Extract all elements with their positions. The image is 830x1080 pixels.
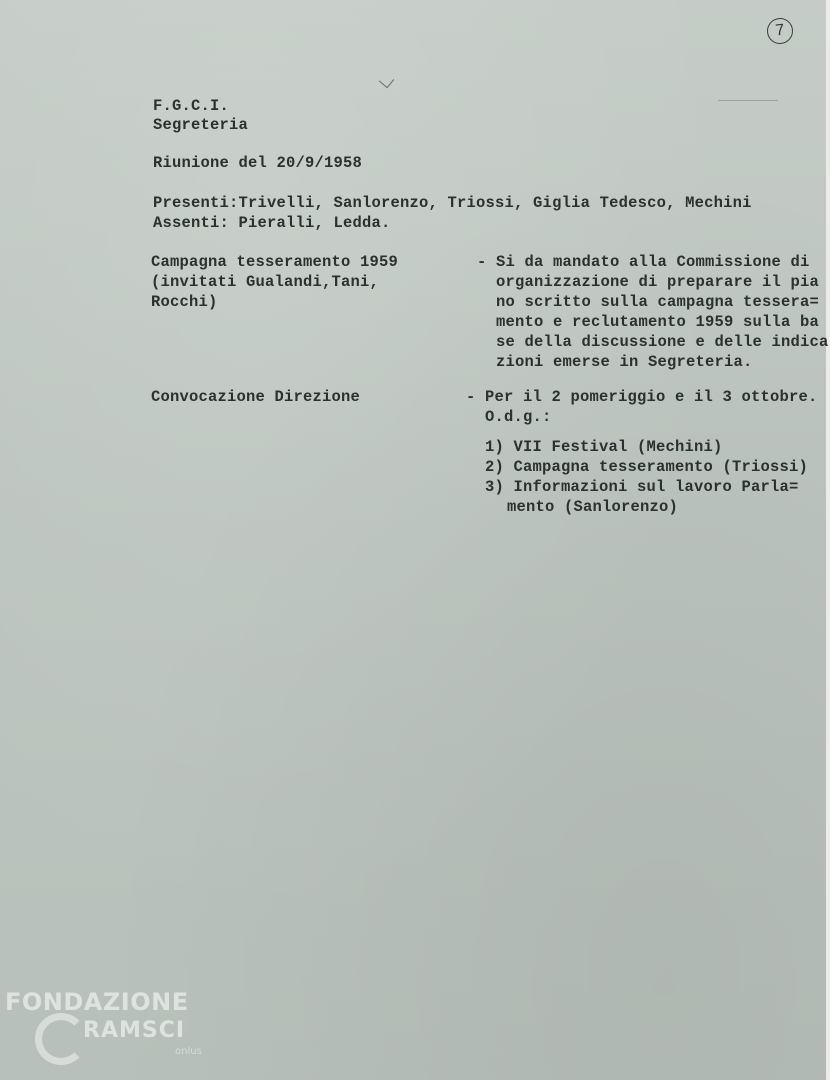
decision-line: mento e reclutamento 1959 sulla ba	[496, 313, 820, 331]
organization-name: F.G.C.I.	[153, 97, 230, 115]
agenda-item: 2) Campagna tesseramento (Triossi)	[485, 458, 809, 476]
agenda-item: mento (Sanlorenzo)	[507, 498, 679, 516]
topic-line: Campagna tesseramento 1959	[151, 253, 399, 271]
decision-line: - Si da mandato alla Commissione di	[477, 253, 810, 271]
page-number: 7	[766, 17, 795, 46]
topic-line: Rocchi)	[151, 293, 218, 311]
faint-rule	[718, 100, 778, 101]
meeting-title: Riunione del 20/9/1958	[153, 154, 363, 172]
agenda-label: O.d.g.:	[485, 408, 552, 426]
absent-list: Assenti: Pieralli, Ledda.	[153, 214, 391, 232]
archive-watermark	[5, 988, 215, 1068]
present-list: Presenti:Trivelli, Sanlorenzo, Triossi, Giglia Tedesco, Mechini	[153, 194, 752, 212]
watermark-line2: RAMSCI	[83, 1018, 186, 1043]
decision-line: se della discussione e delle indica	[496, 333, 829, 351]
decision-line: organizzazione di preparare il pia	[496, 273, 820, 291]
watermark-g-logo-icon	[35, 1013, 87, 1065]
agenda-item: 3) Informazioni sul lavoro Parla=	[485, 478, 799, 496]
pen-mark	[379, 73, 394, 88]
decision-line: no scritto sulla campagna tessera=	[496, 293, 820, 311]
agenda-item: 1) VII Festival (Mechini)	[485, 438, 723, 456]
watermark-suffix: onlus	[175, 1046, 202, 1057]
office-name: Segreteria	[153, 116, 249, 134]
decision-line: - Per il 2 pomeriggio e il 3 ottobre.	[466, 388, 818, 406]
topic-line: (invitati Gualandi,Tani,	[151, 273, 380, 291]
page-edge	[826, 0, 830, 1080]
watermark-line1: FONDAZIONE	[5, 988, 189, 1016]
decision-line: zioni emerse in Segreteria.	[496, 353, 753, 371]
topic-line: Convocazione Direzione	[151, 388, 361, 406]
